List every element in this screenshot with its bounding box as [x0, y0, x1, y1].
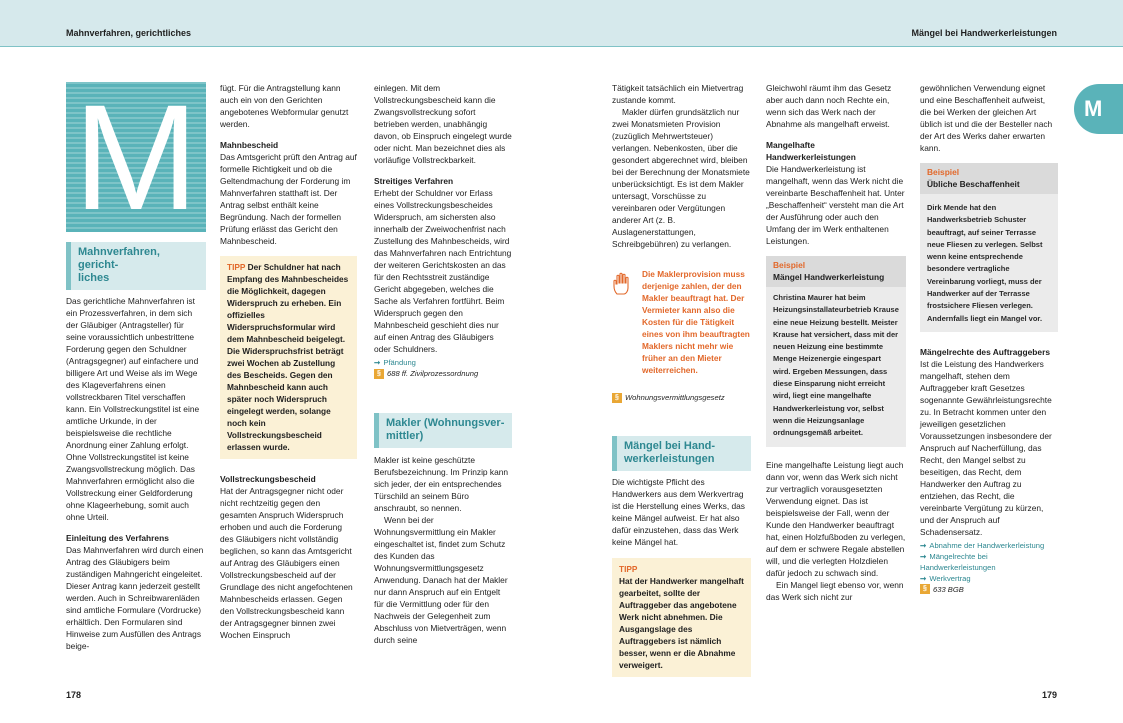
- tip-text: Hat der Handwerker mangelhaft gearbeitet, sollte der Auftraggeber das angebotene Werk nicht abnehmen. Die Ausgangslage des Auftraggebers ist nämlich besser, wenn er die Abnahme verweigert.: [619, 576, 744, 670]
- law-reference: § 688 ff. Zivilprozessordnung: [374, 368, 512, 379]
- running-head-right: Mängel bei Handwerkerleistungen: [911, 28, 1057, 38]
- tip-box: [220, 256, 357, 459]
- section-title-makler: Makler (Wohnungsver- mittler): [374, 413, 512, 448]
- arrow-right-icon: ➞: [920, 540, 927, 550]
- page-number-right: 179: [1041, 690, 1057, 700]
- arrow-right-icon: ➞: [920, 551, 927, 561]
- paragraph: Das Amtsgericht prüft den Antrag auf formelle Richtigkeit und ob die Geltendmachung der Forderung im Mahnverfahren statthaft ist. Der Antrag selbst enthält keine Begründung. Nach der formellen Prüfung erlässt das Gericht den Mahnbescheid.: [220, 152, 357, 246]
- column-1: [66, 242, 206, 652]
- paragraph: Makler ist keine geschützte Berufsbezeichnung. Im Prinzip kann sich jeder, der ein entsprechendes Türschild an seinem Büro anschraubt, so nennen.: [374, 455, 509, 513]
- paragraph: Wenn bei der Wohnungsvermittlung ein Makler eingeschaltet ist, findet zum Schutz des Kunden das Wohnungsvermittlungsgesetz Anwendung. Danach hat der Makler nur dann Anspruch auf ein Entgelt für die Vermittlung oder für den Nachweis der Gelegenheit zum Abschluss von Mietverträgen, wenn durch seine: [374, 515, 508, 645]
- section-title-maengel: Mängel bei Hand- werkerleistungen: [612, 436, 751, 471]
- subheading: Mängelrechte des Auftraggebers: [920, 346, 1051, 357]
- example-text: Dirk Mende hat den Handwerksbetrieb Schuster beauftragt, auf seiner Terrasse neue Fliesen zu verlegen. Selbst wenn keine entsprechende besondere vertragliche Vereinbarung vorliegt, muss der Handwerker auf der Terrasse frostsichere Fliesen verlegen. Andernfalls liegt ein Mangel vor.: [927, 203, 1043, 323]
- paragraph: Das Mahnverfahren wird durch einen Antrag des Gläubigers beim zuständigen Mahngericht eingeleitet. Dieser Antrag kann jederzeit gestellt werden. Auch in Schreibwarenläden sind amtliche Formulare (Vordrucke) erhältlich. Den Formularen sind Hinweise zum Ausfüllen des Antrags beige-: [66, 545, 204, 651]
- paragraph: Die Handwerkerleistung ist mangelhaft, wenn das Werk nicht die vereinbarte Beschaffenheit hat. Unter „Beschaffenheit“ versteht man die Art der Ausführung oder auch den Umfang der im Werk enthaltenen Leistungen.: [766, 164, 905, 246]
- subheading: Vollstreckungsbescheid: [220, 474, 316, 484]
- example-header: [766, 256, 906, 287]
- paragraph: Gleichwohl räumt ihm das Gesetz aber auch dann noch Rechte ein, wenn sich das Werk nach der Abnahme als mangelhaft erweist.: [766, 83, 892, 129]
- example-label: Beispiel: [773, 260, 806, 270]
- paragraph: Ein Mangel liegt ebenso vor, wenn das Werk sich nicht zur: [766, 579, 904, 602]
- column-2: [220, 82, 357, 641]
- paragraph: Hat der Antragsgegner nicht oder nicht rechtzeitig gegen den gesamten Anspruch Widerspruch erhoben und auch die Forderung des Gläubigers nicht vollständig beglichen, so kann das Amtsgericht auf Antrag des Gläubigers einen Vollstreckungsbescheid auf der Grundlage des nicht angefochtenen Mahnbescheids erlassen. Gegen den Vollstreckungsbescheid kann der Antragsgegner binnen zwei Wochen Einspruch: [220, 486, 353, 640]
- tip-box: [612, 558, 751, 677]
- subheading: Mahnbescheid: [220, 140, 279, 150]
- tip-label: TIPP: [619, 564, 638, 574]
- thumb-index-letter: M: [1084, 96, 1103, 121]
- initial-letter-box: [66, 73, 206, 241]
- example-label: Beispiel: [927, 167, 960, 177]
- column-5: [766, 82, 906, 603]
- example-box: [766, 256, 906, 447]
- subheading: Streitiges Verfahren: [374, 176, 454, 186]
- paragraph: Tätigkeit tatsächlich ein Mietvertrag zustande kommt.: [612, 83, 744, 105]
- example-text: Christina Maurer hat beim Heizungsinstallateurbetrieb Krause eine neue Heizung bestellt. Meister Krause hat versichert, dass mit der neuen Heizung eine bestimmte Menge Heizenergie eingespart wird. Ergeben Messungen, dass diese Einsparung nicht erreicht wird, liegt eine mangelhafte Handwerkerleistung vor, selbst wenn die Heizungsanlage ordnungsgemäß arbeitet.: [773, 293, 899, 438]
- arrow-right-icon: ➞: [920, 573, 927, 583]
- column-4: [612, 82, 751, 677]
- column-3: [374, 82, 512, 646]
- paragraph-icon: §: [612, 393, 622, 403]
- cross-reference[interactable]: ➞ Abnahme der Handwerkerleistung: [920, 540, 1045, 550]
- tip-text: Der Schuldner hat nach Empfang des Mahnbescheides die Möglichkeit, dagegen Widerspruch zu erheben. Ein offizielles Widerspruchsformular wird dem Mahnbescheid beigelegt. Die Widerspruchsfrist beträgt zwei Wochen ab Zustellung des Bescheids. Gegen den Mahnbescheid kann auch später noch Widerspruch eingelegt werden, solange noch kein Vollstreckungsbescheid erlassen wurde.: [227, 262, 349, 452]
- paragraph: Die wichtigste Pflicht des Handwerkers aus dem Werkvertrag ist die Herstellung eines Werks, das keine Mängel aufweist. Er hat also dafür einzustehen, dass das Werk keine Mängel hat.: [612, 477, 745, 547]
- section-title-mahnverfahren: Mahnverfahren, gericht- liches: [66, 242, 206, 290]
- running-head-left: Mahnverfahren, gerichtliches: [66, 28, 192, 38]
- top-band: [0, 0, 1123, 47]
- example-title: Übliche Beschaffenheit: [927, 178, 1020, 189]
- paragraph: Eine mangelhafte Leistung liegt auch dann vor, wenn das Werk sich nicht zur vertraglich vorausgesetzten Verwendung eignet. Das ist beispielsweise der Fall, wenn der Kunde den Handwerker beauftragt hat, einen Holzfußboden zu verlegen, auf dem er schwere Regale abstellen will, und die verlegten Holzdielen dafür jedoch zu schwach sind.: [766, 459, 906, 578]
- subheading: Mangelhafte Handwerkerleistungen: [766, 140, 856, 162]
- paragraph: einlegen. Mit dem Vollstreckungsbescheid kann die Zwangsvollstreckung sofort betrieben werden, unabhängig davon, ob Einspruch eingelegt wurde oder nicht. Man bezeichnet dies als vorläufige Vollstreckbarkeit.: [374, 83, 512, 165]
- hand-stop-icon: [612, 272, 632, 296]
- example-header: [920, 163, 1058, 194]
- paragraph-icon: §: [920, 584, 930, 594]
- paragraph: gewöhnlichen Verwendung eignet und eine Beschaffenheit aufweist, die bei Werken der gleichen Art üblich ist und die der Besteller nach der Art des Werks daher erwarten kann.: [920, 83, 1053, 153]
- paragraph: Ist die Leistung des Handwerkers mangelhaft, stehen dem Auftraggeber kraft Gesetzes sogenannte Gewährleistungsrechte zu. In Betracht kommen unter den jeweiligen gesetzlichen Voraussetzungen insbesondere der Anspruch auf Nacherfüllung, das Recht, den Mangel selbst zu beseitigen, das Recht, dem Handwerker den Auftrag zu entziehen, das Recht, die vereinbarte Vergütung zu kürzen, und der Anspruch auf Schadensersatz.: [920, 358, 1052, 537]
- subheading: Einleitung des Verfahrens: [66, 533, 169, 543]
- law-reference: § Wohnungsvermittlungsgesetz: [612, 392, 751, 403]
- paragraph: Makler dürfen grundsätzlich nur zwei Monatsmieten Provision (zuzüglich Mehrwertsteuer) verlangen. Nebenkosten, über die gesondert abgerechnet wird, bleiben bei der Berechnung der Monatsmiete unberücksichtigt. Es ist dem Makler untersagt, Vorschüsse zu vereinbaren oder Vergütungen anderer Art (z. B. Auslagenerstattungen, Schreibgebühren) zu verlangen.: [612, 107, 750, 249]
- tip-label: TIPP: [227, 262, 246, 272]
- cross-reference[interactable]: ➞ Werkvertrag: [920, 573, 971, 583]
- arrow-right-icon: ➞: [374, 358, 381, 367]
- warning-note: Die Maklerprovision muss derjenige zahlen, der den Makler beauftragt hat. Der Vermieter kann also die Kosten für die Tätigkeit eines von ihm beauftragten Maklers nicht mehr wie früher an den Mieter weiterreichen.: [612, 268, 751, 376]
- thumb-index-tab[interactable]: [1074, 84, 1123, 134]
- column-6: [920, 82, 1058, 595]
- initial-letter: M: [73, 73, 199, 241]
- example-title: Mängel Handwerkerleistung: [773, 271, 885, 282]
- example-box: [920, 163, 1058, 332]
- cross-reference[interactable]: ➞ Mängelrechte bei Handwerkerleistungen: [920, 551, 996, 572]
- paragraph: Erhebt der Schuldner vor Erlass eines Vollstreckungsbescheides Widerspruch, am sichersten also innerhalb der Zweiwochenfrist nach Zustellung des Mahnbescheids, wird das Mahnverfahren nach Entrichtung der weiteren Gerichtskosten an das für den Rechtsstreit zuständige Gericht abgegeben, welches die Sache als Verfahren fortführt. Beim Widerspruch gegen den Mahnbescheid geschieht dies nur auf einen Antrag des Gläubigers oder Schuldners.: [374, 188, 512, 354]
- paragraph: fügt. Für die Antragstellung kann auch ein von den Gerichten angebotenes Webformular genutzt werden.: [220, 83, 349, 129]
- page-number-left: 178: [66, 690, 82, 700]
- cross-reference[interactable]: ➞ Pfändung: [374, 358, 416, 367]
- law-reference: § 633 BGB: [920, 584, 1058, 595]
- paragraph-icon: §: [374, 369, 384, 379]
- paragraph: Das gerichtliche Mahnverfahren ist ein Prozessverfahren, in dem sich der Gläubiger (Antragsteller) für seine voraussichtlich unbestrittene Forderung gegen den Schuldner (Antragsgegner) auf einfachere und billigere Art und Weise als im Wege des Klageverfahrens einen vollstreckbaren Titel verschaffen kann. Ein Vollstreckungstitel ist eine amtliche Urkunde, in der beispielsweise die rechtliche Anordnung einer Zahlung erfolgt. Ohne Vollstreckungstitel ist keine Zwangsvollstreckung möglich. Das Mahnverfahren ermöglicht also die Vollstreckung einer Geldforderung ohne Klageerhebung, somit auch ohne Urteil.: [66, 296, 200, 522]
